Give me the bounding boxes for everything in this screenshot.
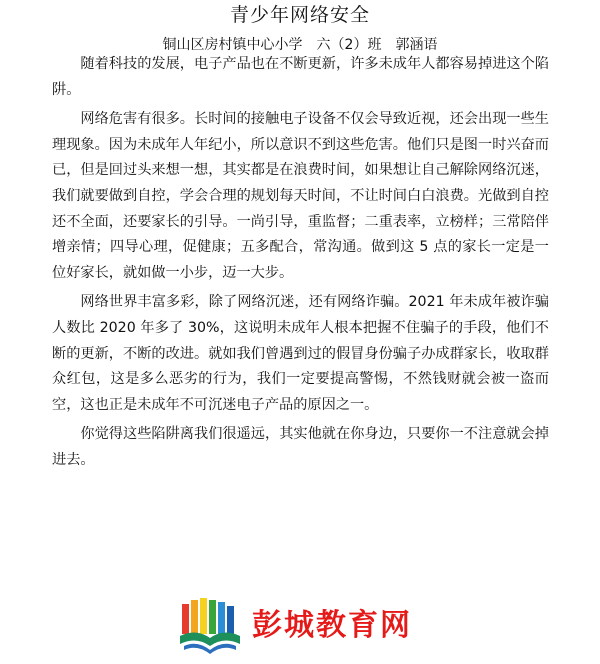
author-byline: 铜山区房村镇中心小学 六（2）班 郭涵语: [162, 37, 438, 53]
paragraph: 随着科技的发展，电子产品也在不断更新，许多未成年人都容易掉进这个陷阱。: [52, 56, 549, 98]
logo-wordmark: 彭城教育网: [252, 608, 412, 643]
document-title: 青少年网络安全: [229, 4, 370, 26]
paragraph: 你觉得这些陷阱离我们很遥远，其实他就在你身边，只要你一不注意就会掉进去。: [52, 426, 549, 468]
paragraph: 网络世界丰富多彩，除了网络沉迷，还有网络诈骗。2021 年未成年被诈骗人数比 2020 年多了 30%，这说明未成年人根本把握不住骗子的手段，他们不断的更新，不断的改进。就如我们曾遇到过的假冒身份骗子办成群家长，收取群众红包，这是多么恶劣的行为，我们一定要提高警惕，不然钱财就会被一盗而空，这也正是未成年不可沉迷电子产品的原因之一。: [52, 294, 549, 413]
site-logo: [178, 598, 438, 654]
article-body: [52, 52, 549, 478]
paragraph: 网络危害有很多。长时间的接触电子设备不仅会导致近视，还会出现一些生理现象。因为未成年人年纪小，所以意识不到这些危害。他们只是图一时兴奋而已，但是回过头来想一想，其实都是在浪费时间，如果想让自己解除网络沉迷，我们就要做到自控，学会合理的规划每天时间，不让时间白白浪费。光做到自控还不全面，还要家长的引导。一尚引导，重监督；二重表率，立榜样；三常陪伴增亲情；四导心理，促健康；五多配合，常沟通。做到这 5 点的家长一定是一位好家长，就如做一小步，迈一大步。: [52, 111, 549, 281]
open-book-logo-icon: [178, 598, 242, 654]
